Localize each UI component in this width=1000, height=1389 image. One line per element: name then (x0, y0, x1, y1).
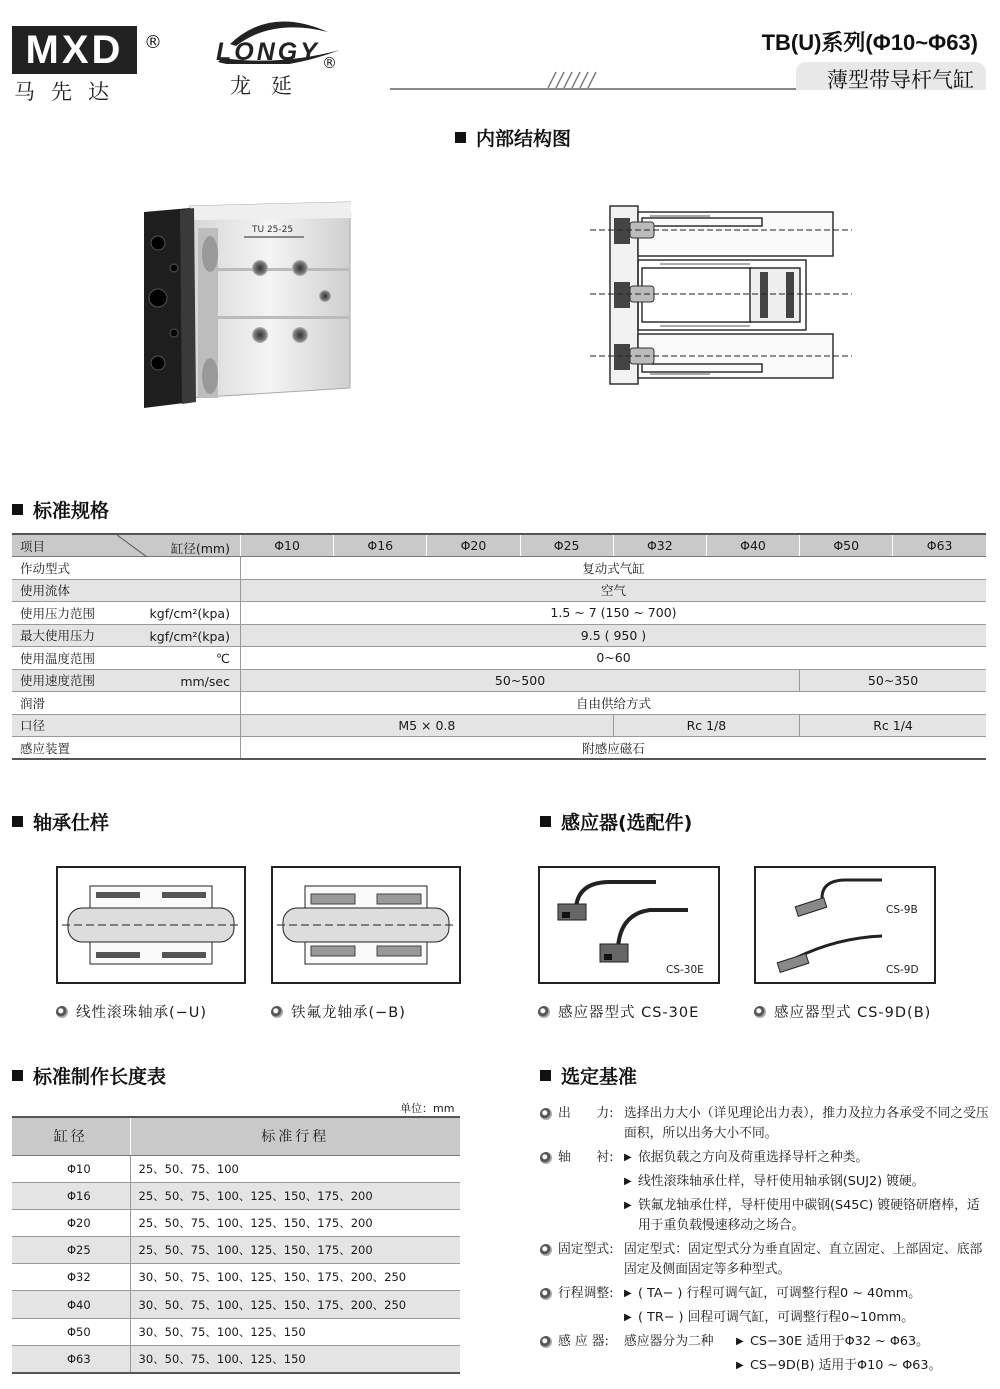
cs30e-sensor-panel (538, 866, 720, 984)
stroke-col-stroke: 标准行程 (130, 1117, 460, 1155)
criteria-subtext: ▶ CS−30E 适用于Φ32 ~ Φ63。 (736, 1332, 929, 1352)
stroke-header-row (12, 1117, 460, 1155)
section-title-length (12, 1062, 166, 1089)
bore-col: Φ25 (520, 534, 613, 557)
table-row (12, 1318, 460, 1345)
section-title-spec (12, 496, 109, 523)
mxd-logo-mark: MXD (12, 26, 137, 74)
criteria-mount (540, 1240, 990, 1280)
linear-bearing-text: 线性滚珠轴承(−U) (76, 1005, 208, 1021)
table-row (12, 1291, 460, 1318)
spec-row (12, 737, 986, 760)
spec-value: 0~60 (240, 647, 986, 670)
criteria-list (540, 1104, 990, 1376)
section-title-internal (455, 124, 571, 151)
spec-label-text: 最大使用压力 (20, 628, 96, 644)
spec-value: M5 × 0.8 (240, 714, 613, 737)
criteria-subtext: ▶ 铁氟龙轴承仕样，导杆使用中碳钢(S45C) 镀硬铬研磨棒，适用于重负载慢速移动之场合。 (624, 1196, 990, 1236)
spec-row (12, 692, 986, 715)
criteria-key: 轴 衬: (558, 1150, 614, 1165)
section-title-bearing (12, 808, 109, 835)
longy-logo-cn: 龙延 (230, 74, 312, 98)
mxd-registered-mark: ® (144, 32, 162, 53)
section-title-sensor (540, 808, 692, 835)
spec-value: 自由供给方式 (240, 692, 986, 715)
row-strokes: 30、50、75、100、125、150 (130, 1318, 460, 1345)
hatch-decoration (540, 68, 610, 88)
criteria-subtext: ▶ ( TA− ) 行程可调气缸，可调整行程0 ~ 40mm。 (624, 1284, 990, 1304)
spec-label-text: 使用温度范围 (20, 650, 96, 666)
criteria-key: 出 力: (558, 1106, 614, 1121)
row-bore: Φ20 (12, 1209, 130, 1236)
teflon-bearing-label (271, 1001, 406, 1022)
mxd-logo (12, 26, 137, 106)
row-strokes: 30、50、75、100、125、150、175、200、250 (130, 1291, 460, 1318)
section-title-length-text: 标准制作长度表 (33, 1066, 167, 1088)
bullet-icon (540, 1244, 552, 1256)
spec-label: 口径 (12, 714, 240, 737)
spec-label: 使用流体 (12, 579, 240, 602)
criteria-text: 选择出力大小（详见理论出力表），推力及拉力各承受不同之受压面积，所以出务大小不同。 (624, 1106, 989, 1141)
teflon-bearing-panel (271, 866, 461, 984)
header-diagonal (117, 535, 147, 557)
longy-logo-text: LONGY (216, 38, 320, 66)
spec-label: 作动型式 (12, 557, 240, 580)
cs9d-sensor-panel (754, 866, 936, 984)
row-strokes: 25、50、75、100、125、150、175、200 (130, 1237, 460, 1264)
cs9d-caption: CS-9D (886, 964, 919, 976)
spec-header-row (12, 534, 986, 557)
linear-bearing-label (56, 1001, 207, 1022)
criteria-sensor (540, 1332, 990, 1376)
row-bore: Φ32 (12, 1264, 130, 1291)
bullet-icon (56, 1006, 68, 1018)
cs30e-caption: CS-30E (666, 964, 704, 976)
row-strokes: 25、50、75、100、125、150、175、200 (130, 1182, 460, 1209)
internal-structure-drawing (590, 198, 860, 398)
series-title: TB(U)系列(Φ10~Φ63) (761, 30, 978, 55)
spec-row (12, 624, 986, 647)
criteria-text: ▶ 依据负载之方向及荷重选择导杆之种类。 (624, 1148, 990, 1168)
spec-value: 复动式气缸 (240, 557, 986, 580)
bullet-icon (271, 1006, 283, 1018)
criteria-key: 行程调整: (558, 1286, 614, 1301)
header-band (390, 62, 986, 90)
bullet-icon (754, 1006, 766, 1018)
spec-value: Rc 1/8 (613, 714, 799, 737)
spec-unit: kgf/cm²(kpa) (149, 606, 230, 621)
spec-row (12, 647, 986, 670)
spec-unit: ℃ (215, 651, 230, 666)
longy-logo (210, 14, 350, 98)
linear-bearing-drawing (58, 868, 244, 982)
spec-row (12, 714, 986, 737)
bullet-icon (538, 1006, 550, 1018)
teflon-bearing-text: 铁氟龙轴承(−B) (291, 1005, 406, 1021)
spec-value: Rc 1/4 (800, 714, 986, 737)
linear-bearing-panel (56, 866, 246, 984)
row-bore: Φ10 (12, 1155, 130, 1182)
criteria-key: 固定型式: (558, 1242, 614, 1257)
bullet-icon (540, 1108, 552, 1120)
spec-label (12, 624, 240, 647)
table-row (12, 1237, 460, 1264)
row-bore: Φ25 (12, 1237, 130, 1264)
spec-header-item (12, 534, 240, 557)
table-row (12, 1155, 460, 1182)
bore-col: Φ40 (706, 534, 799, 557)
spec-label (12, 602, 240, 625)
cs9b-caption: CS-9B (886, 904, 918, 916)
spec-item-header: 项目 (20, 538, 46, 554)
spec-label-text: 使用速度范围 (20, 673, 96, 689)
criteria-key: 感 应 器: (558, 1334, 609, 1349)
bullet-icon (540, 1288, 552, 1300)
criteria-text: 感应器分为二种 (624, 1334, 714, 1349)
spec-label: 感应装置 (12, 737, 240, 760)
table-row (12, 1182, 460, 1209)
cs30e-label-text: 感应器型式 CS-30E (558, 1005, 700, 1021)
spec-row (12, 557, 986, 580)
spec-value: 50~500 (240, 669, 799, 692)
bullet-icon (540, 1152, 552, 1164)
row-bore: Φ40 (12, 1291, 130, 1318)
table-row (12, 1345, 460, 1372)
row-strokes: 25、50、75、100、125、150、175、200 (130, 1209, 460, 1236)
stroke-col-bore: 缸径 (12, 1117, 130, 1155)
spec-row (12, 579, 986, 602)
spec-label (12, 647, 240, 670)
spec-value: 9.5 ( 950 ) (240, 624, 986, 647)
criteria-bush (540, 1148, 990, 1236)
spec-table (12, 533, 986, 760)
section-title-bearing-text: 轴承仕样 (33, 812, 110, 834)
criteria-stroke (540, 1284, 990, 1328)
mxd-logo-cn: 马先达 (14, 80, 125, 104)
row-bore: Φ63 (12, 1345, 130, 1372)
spec-label (12, 669, 240, 692)
bore-col: Φ32 (613, 534, 706, 557)
cs9d-label-text: 感应器型式 CS-9D(B) (774, 1005, 932, 1021)
criteria-subtext: ▶ 线性滚珠轴承仕样，导杆使用轴承钢(SUJ2) 镀硬。 (624, 1172, 990, 1192)
section-title-criteria (540, 1062, 637, 1089)
stroke-unit-note: 单位：mm (400, 1102, 455, 1115)
spec-value: 空气 (240, 579, 986, 602)
section-title-spec-text: 标准规格 (33, 500, 110, 522)
page-subtitle: 薄型带导杆气缸 (827, 68, 974, 92)
bore-col: Φ10 (240, 534, 333, 557)
spec-label: 润滑 (12, 692, 240, 715)
row-bore: Φ50 (12, 1318, 130, 1345)
section-title-criteria-text: 选定基准 (561, 1066, 638, 1088)
bore-col: Φ16 (334, 534, 427, 557)
product-model-label: TU 25-25 (252, 225, 294, 235)
cylinder-product-photo (140, 198, 360, 413)
spec-value: 1.5 ~ 7 (150 ~ 700) (240, 602, 986, 625)
bore-col: Φ50 (800, 534, 893, 557)
spec-value: 附感应磁石 (240, 737, 986, 760)
table-row (12, 1209, 460, 1236)
table-row (12, 1264, 460, 1291)
section-title-internal-text: 内部结构图 (476, 128, 572, 150)
spec-unit: mm/sec (180, 673, 230, 689)
stroke-table (12, 1116, 460, 1374)
criteria-output (540, 1104, 990, 1144)
row-strokes: 30、50、75、100、125、150 (130, 1345, 460, 1372)
cs30e-label (538, 1001, 699, 1022)
row-strokes: 25、50、75、100 (130, 1155, 460, 1182)
row-strokes: 30、50、75、100、125、150、175、200、250 (130, 1264, 460, 1291)
cs9d-label (754, 1001, 931, 1022)
bore-col: Φ20 (427, 534, 520, 557)
longy-registered-mark: ® (322, 54, 337, 72)
teflon-bearing-drawing (273, 868, 459, 982)
bore-col: Φ63 (893, 534, 986, 557)
row-bore: Φ16 (12, 1182, 130, 1209)
spec-row (12, 669, 986, 692)
criteria-text: 固定型式：固定型式分为垂直固定、直立固定、上部固定、底部固定及侧面固定等多种型式。 (624, 1242, 983, 1277)
section-title-sensor-text: 感应器(选配件) (561, 812, 693, 834)
criteria-subtext: ▶ CS−9D(B) 适用于Φ10 ~ Φ63。 (736, 1356, 941, 1376)
spec-unit: kgf/cm²(kpa) (149, 628, 230, 644)
spec-value: 50~350 (800, 669, 986, 692)
spec-label-text: 使用压力范围 (20, 605, 96, 621)
spec-row (12, 602, 986, 625)
spec-bore-header: 缸径(mm) (170, 541, 230, 556)
criteria-subtext: ▶ ( TR− ) 回程可调气缸，可调整行程0~10mm。 (624, 1308, 990, 1328)
